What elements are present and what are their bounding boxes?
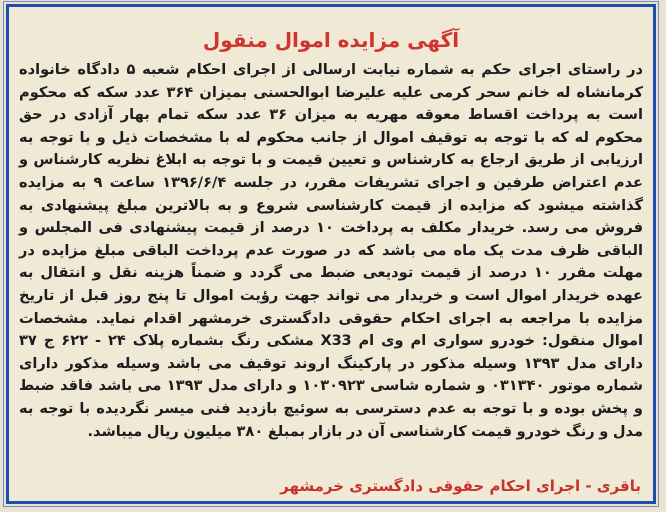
notice-signature: باقری - اجرای احکام حقوقی دادگستری خرمشهر	[280, 477, 641, 495]
notice-body: در راستای اجرای حکم به شماره نیابت ارسالی از اجرای احکام شعبه ۵ دادگاه خانواده کرمانشاه له خانم سحر کرمی علیه علیرضا ابوالحسنی بمیزان ۳۶۴ عدد سکه که محکوم است به پرداخت اقساط معوقه مهریه به میزان ۳۶ عدد سکه تمام بهار آزادی در حق محکوم له که با توجه به توقیف اموال از جانب محکوم له با مشخصات ذیل و با توجه به ارزیابی از طریق ارجاع به کارشناس و تعیین قیمت و با توجه به ابلاغ نظریه کارشناس و عدم اعتراض طرفین و اجرای تشریفات مقرر، در جلسه ۱۳۹۶/۶/۴ ساعت ۹ به مزایده گذاشته میشود که مزایده از قیمت کارشناسی شروع و به بالاترین مبلغ پیشنهادی به فروش می رسد. خریدار مکلف به پرداخت ۱۰ درصد از قیمت پیشنهادی فی المجلس و الباقی ظرف مدت یک ماه می باشد که در صورت عدم پرداخت الباقی مبلغ مزایده در مهلت مقرر ۱۰ درصد از قیمت تودیعی ضبط می گردد و ضمناً هزینه نقل و انتقال به عهده خریدار اموال است و خریدار می تواند جهت رؤیت اموال تا پنج روز قبل از تاریخ مزایده با مراجعه به اجرای احکام حقوقی دادگستری خرمشهر اقدام نماید. مشخصات اموال منقول: خودرو سواری ام وی ام X33 مشکی رنگ بشماره پلاک ۲۴ - ۶۲۲ ج ۳۷ دارای مدل ۱۳۹۳ وسیله مذکور در پارکینگ اروند توقیف می باشد وسیله مذکور دارای شماره موتور ۰۳۱۳۴۰ و شماره شاسی ۱۰۳۰۹۲۳ و دارای مدل ۱۳۹۳ می باشد فاقد ضبط و پخش بوده و با توجه به عدم دسترسی به سوئیچ بازدید فنی میسر نگردیده با توجه به مدل و رنگ خودرو قیمت کارشناسی آن در بازار بمبلغ ۳۸۰ میلیون ریال میباشد.	[19, 61, 643, 440]
auction-notice	[6, 4, 656, 504]
notice-title: آگهی مزایده اموال منقول	[202, 28, 460, 52]
